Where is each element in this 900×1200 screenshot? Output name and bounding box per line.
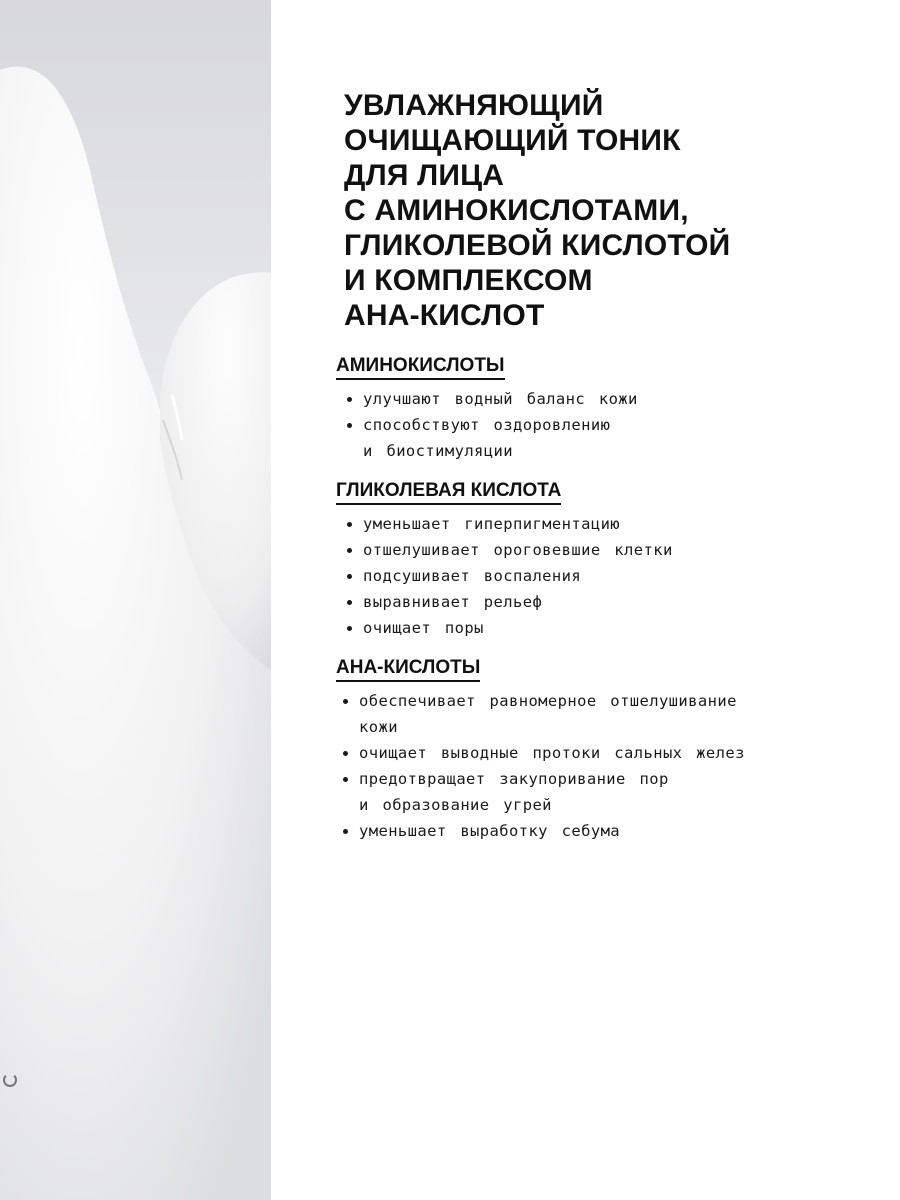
list-item: очищает выводные протоки сальных желез	[336, 740, 856, 766]
list-item: обеспечивает равномерное отшелушивание кожи	[336, 688, 856, 740]
title-line: АНА-КИСЛОТ	[344, 299, 545, 332]
section-heading: АНА-КИСЛОТЫ	[336, 657, 480, 682]
product-description	[336, 88, 856, 860]
benefit-list	[336, 688, 856, 844]
list-item: уменьшает выработку себума	[336, 818, 856, 844]
title-line: ГЛИКОЛЕВОЙ КИСЛОТОЙ	[344, 229, 731, 262]
list-item: отшелушивает ороговевшие клетки	[336, 537, 856, 563]
list-item: уменьшает гиперпигментацию	[336, 511, 856, 537]
list-item: подсушивает воспаления	[336, 563, 856, 589]
list-item: выравнивает рельеф	[336, 589, 856, 615]
title-line: УВЛАЖНЯЮЩИЙ	[344, 89, 604, 122]
benefit-list	[336, 511, 856, 641]
list-item: способствуют оздоровлению и биостимуляции	[336, 412, 856, 464]
section-heading: ГЛИКОЛЕВАЯ КИСЛОТА	[336, 480, 561, 505]
title-line: И КОМПЛЕКСОМ	[344, 264, 593, 297]
section-glycolic-acid	[336, 480, 856, 641]
title-line: ОЧИЩАЮЩИЙ ТОНИК	[344, 124, 681, 157]
list-item: предотвращает закупоривание пор и образование угрей	[336, 766, 856, 818]
section-heading: АМИНОКИСЛОТЫ	[336, 355, 505, 380]
benefit-list	[336, 386, 856, 464]
title-line: С АМИНОКИСЛОТАМИ,	[344, 194, 689, 227]
title-line: ДЛЯ ЛИЦА	[344, 159, 505, 192]
product-texture-image	[0, 0, 271, 1200]
gel-texture-illustration	[0, 0, 271, 1200]
product-title	[344, 88, 856, 333]
list-item: очищает поры	[336, 615, 856, 641]
loading-spinner-icon	[3, 1073, 17, 1087]
section-amino-acids	[336, 355, 856, 464]
list-item: улучшают водный баланс кожи	[336, 386, 856, 412]
section-aha-acids	[336, 657, 856, 844]
